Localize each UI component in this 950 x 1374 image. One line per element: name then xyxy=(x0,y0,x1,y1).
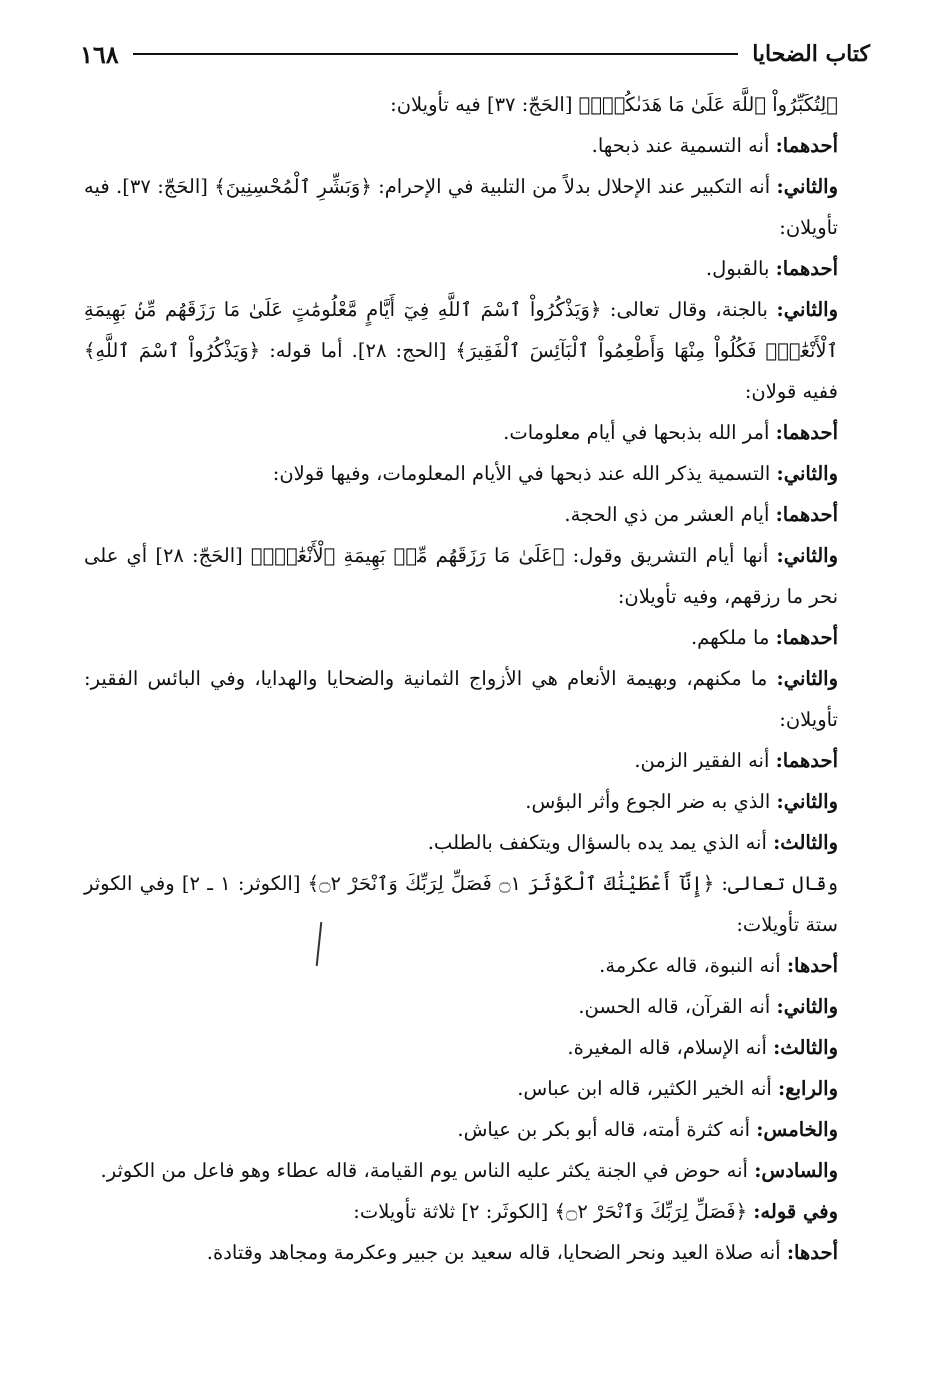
paragraph xyxy=(84,248,866,289)
paragraph-label: والثاني: xyxy=(776,462,838,485)
paragraph-label: والخامس: xyxy=(756,1118,838,1141)
paragraph xyxy=(84,535,866,617)
paragraph-text: ما مكنهم، وبهيمة الأنعام هي الأزواج الثمانية والضحايا والهدايا، وفي البائس الفقير: تأويلان: xyxy=(84,667,838,731)
paragraph-text: أنه كثرة أمته، قاله أبو بكر بن عياش. xyxy=(457,1118,757,1141)
paragraph-text: أنه الإسلام، قاله المغيرة. xyxy=(567,1036,774,1059)
paragraph-text: أمر الله بذبحها في أيام معلومات. xyxy=(503,421,776,444)
chapter-title: كتاب الضحايا xyxy=(752,41,870,67)
paragraph-text: التسمية يذكر الله عند ذبحها في الأيام المعلومات، وفيها قولان: xyxy=(272,462,777,485)
paragraph-label: والثاني: xyxy=(776,995,838,1018)
paragraph-text: ﴿لِتُكَبِّرُواْ ٱللَّهَ عَلَىٰ مَا هَدَىٰكُمْۗ﴾ [الحَجّ: ٣٧] فيه تأويلان: xyxy=(390,93,838,116)
page-number: ١٦٨ xyxy=(80,39,119,69)
paragraph xyxy=(84,781,866,822)
page-body xyxy=(84,84,866,1273)
paragraph xyxy=(84,1027,866,1068)
paragraph-text: أنه التكبير عند الإحلال بدلاً من التلبية في الإحرام: ﴿وَبَشِّرِ ٱلْمُحْسِنِينَ﴾ [الحَجّ: ٣٧]. فيه تأويلان: xyxy=(84,175,838,239)
paragraph-label: وفي قوله: xyxy=(753,1200,838,1223)
paragraph-text: أنه صلاة العيد ونحر الضحايا، قاله سعيد بن جبير وعكرمة ومجاهد وقتادة. xyxy=(206,1241,787,1264)
paragraph-text: وقال تعالى: ﴿إِنَّآ أَعْطَيْنَٰكَ ٱلْكَوْثَرَ ۝١ فَصَلِّ لِرَبِّكَ وَٱنْحَرْ ۝٢﴾ [الكوثر: ١ ـ ٢] وفي الكوثر ستة تأويلات: xyxy=(84,872,838,936)
paragraph xyxy=(84,945,866,986)
paragraph xyxy=(84,289,866,412)
paragraph-text: ﴿فَصَلِّ لِرَبِّكَ وَٱنْحَرْ ۝٢﴾ [الكوثَر: ٢] ثلاثة تأويلات: xyxy=(353,1200,754,1223)
paragraph-label: والرابع: xyxy=(778,1077,838,1100)
paragraph-text: أنه القرآن، قاله الحسن. xyxy=(578,995,777,1018)
paragraph xyxy=(84,863,866,945)
paragraph xyxy=(84,1068,866,1109)
paragraph xyxy=(84,84,866,125)
paragraph-label: أحدهما: xyxy=(775,421,838,444)
paragraph xyxy=(84,740,866,781)
paragraph-text: أيام العشر من ذي الحجة. xyxy=(564,503,776,526)
paragraph xyxy=(84,1150,866,1191)
paragraph-text: ما ملكهم. xyxy=(690,626,776,649)
paragraph-text: بالجنة، وقال تعالى: ﴿وَيَذْكُرُواْ ٱسْمَ ٱللَّهِ فِيٓ أَيَّامٍ مَّعْلُومَٰتٍ عَلَىٰ مَا رَزَقَهُم مِّنۢ بَهِيمَةِ ٱلْأَنْعَٰمِۖ فَكُلُواْ مِنْهَا وَأَطْعِمُواْ ٱلْبَآئِسَ ٱلْفَقِيرَ﴾ [الحج: ٢٨]. أما قوله: ﴿وَيَذْكُرُواْ ٱسْمَ ٱللَّهِ﴾ ففيه قولان: xyxy=(84,298,839,403)
paragraph-label: والثالث: xyxy=(773,1036,838,1059)
paragraph-label: والثاني: xyxy=(776,175,838,198)
paragraph xyxy=(84,986,866,1027)
paragraph-label: والثاني: xyxy=(776,790,838,813)
paragraph xyxy=(84,412,866,453)
paragraph-text: أنها أيام التشريق وقول: ﴿عَلَىٰ مَا رَزَقَهُم مِّنۢ بَهِيمَةِ ٱلْأَنْعَٰمِۖ﴾ [الحَجّ: ٢٨] أي على نحر ما رزقهم، وفيه تأويلان: xyxy=(84,544,838,608)
paragraph-text: أنه النبوة، قاله عكرمة. xyxy=(599,954,787,977)
paragraph xyxy=(84,494,866,535)
paragraph-label: أحدهما: xyxy=(775,626,838,649)
paragraph xyxy=(84,1191,866,1232)
paragraph xyxy=(84,453,866,494)
paragraph xyxy=(84,1232,866,1273)
paragraph xyxy=(84,125,866,166)
paragraph xyxy=(84,166,866,248)
paragraph-label: والثاني: xyxy=(776,667,838,690)
paragraph-label: أحدهما: xyxy=(775,749,838,772)
paragraph xyxy=(84,822,866,863)
paragraph-label: أحدها: xyxy=(786,954,838,977)
paragraph-text: أنه حوض في الجنة يكثر عليه الناس يوم القيامة، قاله عطاء وهو فاعل من الكوثر. xyxy=(100,1159,755,1182)
paragraph-label: والثاني: xyxy=(776,544,839,567)
paragraph-text: بالقبول. xyxy=(705,257,776,280)
header-rule xyxy=(133,53,739,55)
paragraph-label: والسادس: xyxy=(754,1159,838,1182)
paragraph xyxy=(84,1109,866,1150)
paragraph xyxy=(84,617,866,658)
paragraph xyxy=(84,658,866,740)
paragraph-label: أحدهما: xyxy=(775,134,838,157)
paragraph-text: أنه الخير الكثير، قاله ابن عباس. xyxy=(517,1077,779,1100)
paragraph-text: أنه الذي يمد يده بالسؤال ويتكفف بالطلب. xyxy=(427,831,774,854)
paragraph-label: والثاني: xyxy=(776,298,838,321)
paragraph-label: أحدهما: xyxy=(775,503,838,526)
paragraph-text: أنه الفقير الزمن. xyxy=(634,749,776,772)
paragraph-text: أنه التسمية عند ذبحها. xyxy=(591,134,776,157)
paragraph-label: أحدهما: xyxy=(775,257,838,280)
page-header xyxy=(80,34,870,74)
paragraph-text: الذي به ضر الجوع وأثر البؤس. xyxy=(525,790,777,813)
paragraph-label: والثالث: xyxy=(773,831,838,854)
paragraph-label: أحدها: xyxy=(786,1241,838,1264)
